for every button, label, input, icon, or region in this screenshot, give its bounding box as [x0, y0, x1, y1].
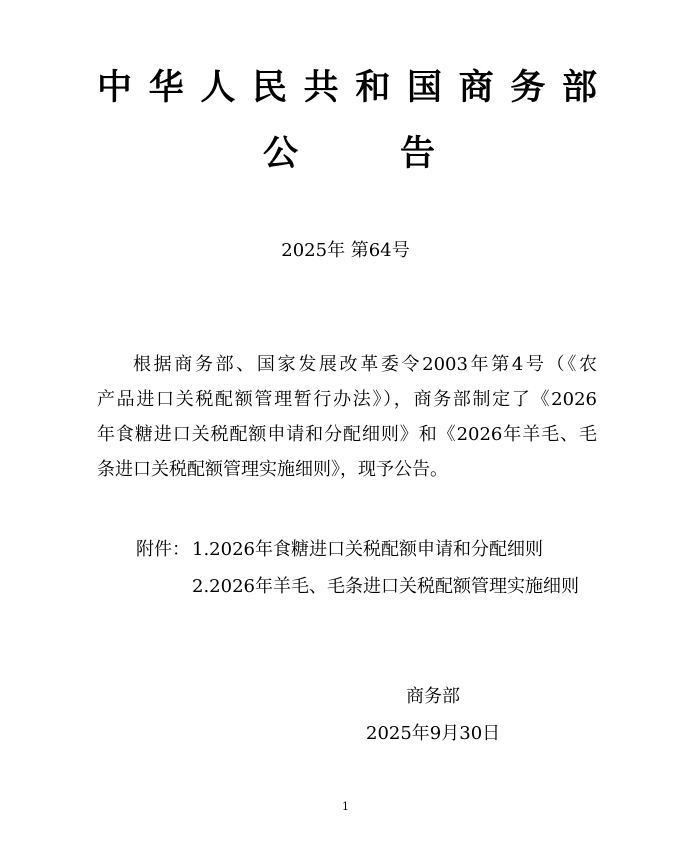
document-number: 2025年 第64号	[281, 240, 410, 261]
body-paragraph	[97, 347, 597, 487]
attachment-item: 1.2026年食糖进口关税配额申请和分配细则	[192, 539, 543, 560]
page-title-line1: 中华人民共和国商务部	[97, 67, 597, 108]
body-line: 产品进口关税配额管理暂行办法》），商务部制定了《2026	[97, 389, 597, 410]
attachment-item: 2.2026年羊毛、毛条进口关税配额管理实施细则	[192, 576, 579, 597]
issue-date: 2025年9月30日	[366, 723, 501, 744]
body-line: 年食糖进口关税配额申请和分配细则》和《2026年羊毛、毛	[97, 424, 597, 445]
body-line: 根据商务部、国家发展改革委令2003年第4号（《农	[133, 354, 597, 375]
page-title-line2: 公告	[263, 133, 435, 174]
body-line: 条进口关税配额管理实施细则》，现予公告。	[97, 459, 448, 480]
attachments-label: 附件：	[136, 539, 190, 560]
page-number: 1	[342, 800, 349, 813]
issuer-signature: 商务部	[406, 686, 460, 707]
